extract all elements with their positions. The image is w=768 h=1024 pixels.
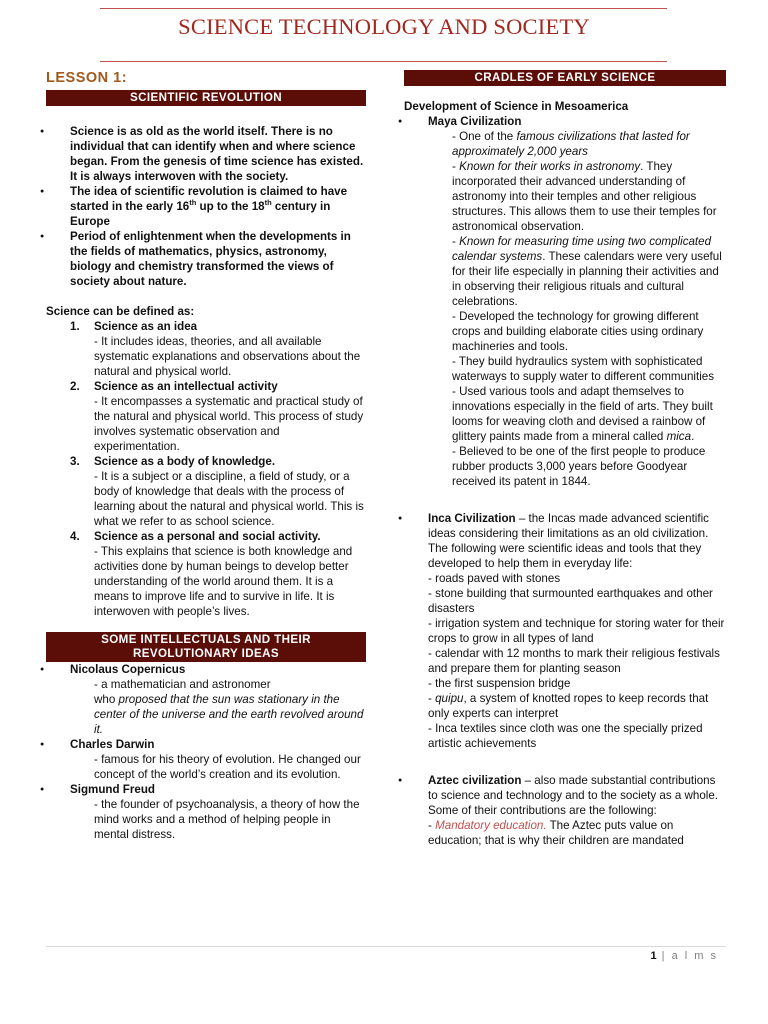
inca-item: - stone building that surmounted earthquakes and other disasters (428, 587, 713, 615)
top-rule (100, 8, 667, 9)
definition-title: 3. Science as a body of knowledge. (70, 455, 276, 468)
section-banner-scientific-revolution: SCIENTIFIC REVOLUTION (46, 90, 366, 106)
definition-title: 4. Science as a personal and social activity. (70, 530, 321, 543)
maya-text: - Used various tools and adapt themselves to innovations especially in the field of arts. They built looms for weaving cloth and devised a rainbow of glittery paints made from a mineral called mica. (452, 385, 713, 443)
maya-text: - One of the famous civilizations that lasted for approximately 2,000 years (452, 130, 690, 158)
intro-bullets (46, 124, 366, 289)
maya-text: - Believed to be one of the first people to produce rubber products 3,000 years before Goodyear received its patent in 1844. (452, 445, 706, 488)
aztec-section (404, 773, 726, 848)
maya-name: ● Maya Civilization (404, 114, 726, 129)
maya-section (404, 114, 726, 489)
title-rule (100, 61, 667, 62)
footer-text: a l m s (671, 950, 718, 962)
inca-item: - the first suspension bridge (428, 677, 571, 690)
page-number: 1 (650, 950, 657, 962)
intellectual-text: - the founder of psychoanalysis, a theory of how the mind works and a method of helping people in mental distress. (94, 798, 360, 841)
definition-text: - It is a subject or a discipline, a field of study, or a body of knowledge that deals with the process of learning about the natural and physical world. This is what we refer to as school science. (94, 470, 364, 528)
right-column (404, 70, 726, 848)
bullet-item: ● The idea of scientific revolution is claimed to have started in the early 16th up to the 18th century in Europe (46, 184, 366, 229)
inca-item: - irrigation system and technique for storing water for their crops to grow in all types of land (428, 617, 725, 645)
maya-text: - They build hydraulics system with sophisticated waterways to supply water to different communities (452, 355, 715, 383)
section-banner-intellectuals: SOME INTELLECTUALS AND THEIR REVOLUTIONARY IDEAS (46, 632, 366, 662)
intellectual-name: ● Nicolaus Copernicus (46, 662, 366, 677)
lesson-heading: LESSON 1: (46, 70, 128, 86)
inca-item: - calendar with 12 months to mark their religious festivals and prepare them for planting season (428, 647, 720, 675)
mesoamerica-heading: Development of Science in Mesoamerica (404, 100, 629, 113)
aztec-intro: ● Aztec civilization – also made substantial contributions to science and technology and to the society as a whole. Some of their contributions are the following: (404, 773, 726, 818)
inca-items (404, 571, 726, 751)
inca-item: - roads paved with stones (428, 572, 561, 585)
intellectual-text: who proposed that the sun was stationary in the center of the universe and the earth revolved around it. (94, 693, 364, 736)
definition-text: - It includes ideas, theories, and all available systematic explanations and observations about the natural and physical world. (94, 335, 361, 378)
definition-list (46, 319, 366, 619)
page-title: SCIENCE TECHNOLOGY AND SOCIETY (178, 14, 590, 39)
inca-intro: ● Inca Civilization – the Incas made advanced scientific ideas considering their limitations as an old civilization. The following were scientific ideas and tools that they developed to help them in everyday life: (404, 511, 726, 571)
inca-item: - quipu, a system of knotted ropes to keep records that only experts can interpret (428, 692, 709, 720)
definition-text: - It encompasses a systematic and practical study of the natural and physical world. This process of study involves systematic observation and experimentation. (94, 395, 364, 453)
intellectuals-list (46, 662, 366, 842)
aztec-item: - Mandatory education. The Aztec puts value on education; that is why their children are mandated (428, 819, 684, 847)
definition-title: 2. Science as an intellectual activity (70, 380, 278, 393)
section-banner-cradles: CRADLES OF EARLY SCIENCE (404, 70, 726, 86)
page-footer: 1 | a l m s (650, 950, 718, 962)
maya-text: - Known for measuring time using two complicated calendar systems. These calendars were very useful for their life especially in planning their activities and in observing their religious rituals and cultural celebrations. (452, 235, 722, 308)
intellectual-text: - famous for his theory of evolution. He changed our concept of the world’s creation and its evolution. (94, 753, 361, 781)
intellectual-text: - a mathematician and astronomer (94, 678, 271, 691)
definition-title: 1. Science as an idea (70, 320, 198, 333)
inca-item: - Inca textiles since cloth was one the specially prized artistic achievements (428, 722, 703, 750)
footer-rule (46, 946, 726, 947)
intellectual-name: ● Sigmund Freud (46, 782, 366, 797)
definition-heading: Science can be defined as: (46, 305, 195, 318)
definition-text: - This explains that science is both knowledge and activities done by human beings to develop better understanding of the world around them. It is a means to improve life and to survive in life. It is interwoven with people’s lives. (94, 545, 353, 618)
inca-section (404, 511, 726, 751)
left-column (46, 70, 366, 842)
bullet-item: ● Science is as old as the world itself. There is no individual that can identify when and where science began. From the genesis of time science has existed. It is always interwoven with the society. (46, 124, 366, 184)
bullet-item: ● Period of enlightenment when the developments in the fields of mathematics, physics, astronomy, biology and chemistry transformed the views of society about nature. (46, 229, 366, 289)
intellectual-name: ● Charles Darwin (46, 737, 366, 752)
maya-text: - Known for their works in astronomy. They incorporated their advanced understanding of astronomy into their temples and other religious structures. This allows them to use their temples for astronomical observation. (452, 160, 717, 233)
maya-text: - Developed the technology for growing different crops and building elaborate cities using ordinary machineries and tools. (452, 310, 704, 353)
